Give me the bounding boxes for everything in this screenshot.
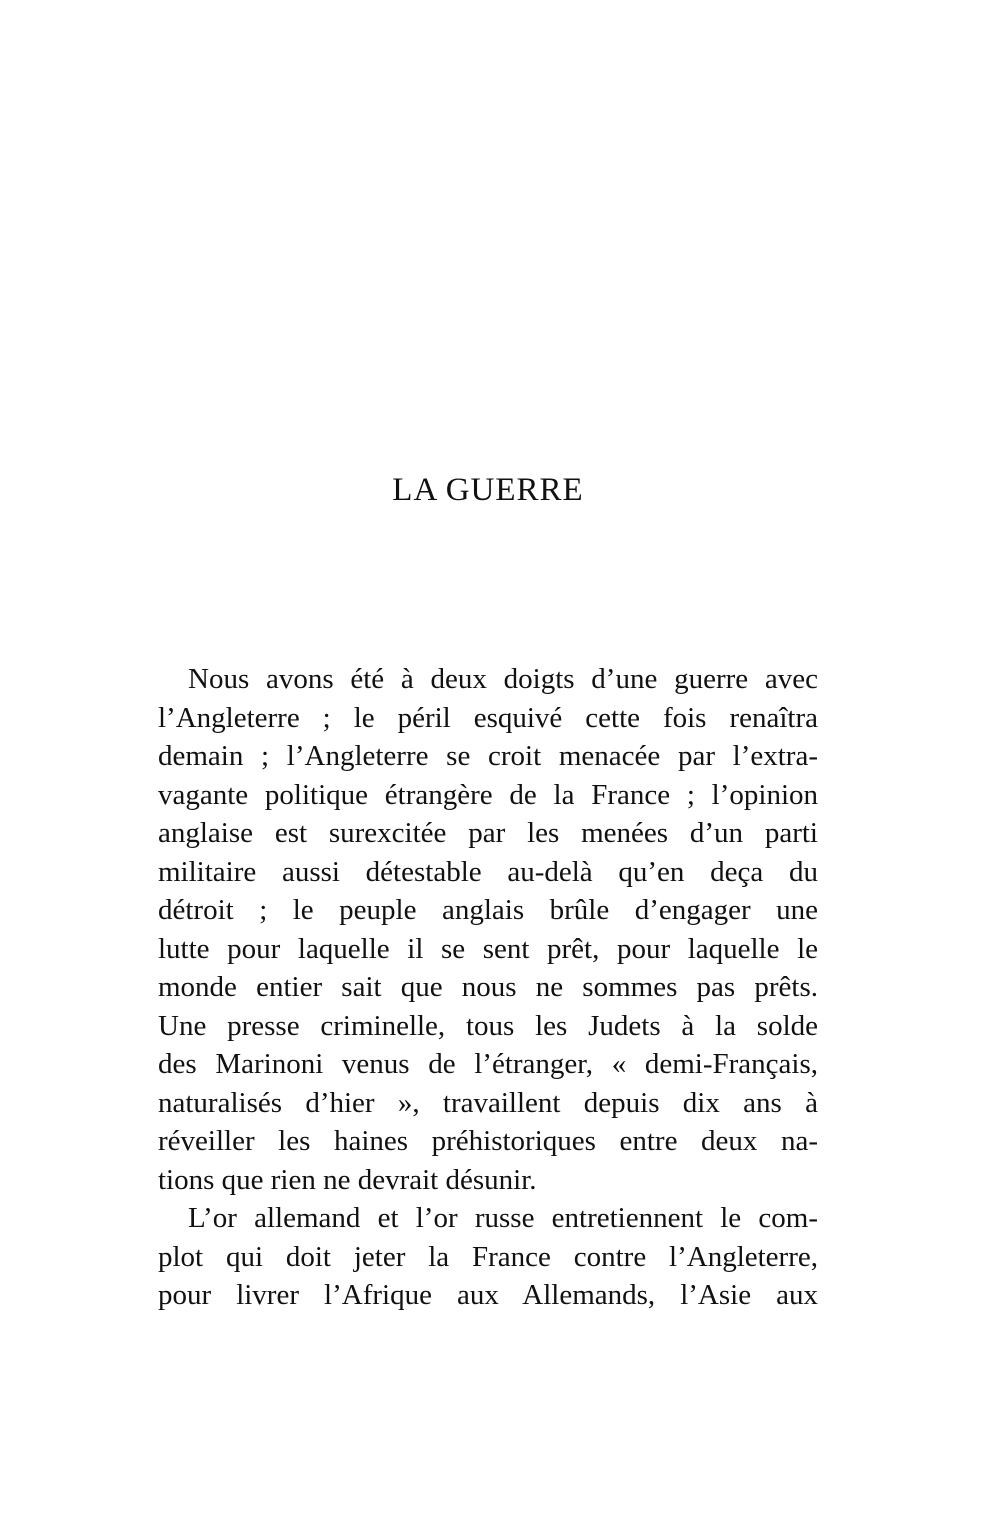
text-line: tions que rien ne devrait désunir.: [158, 1163, 537, 1196]
paragraph-1: [158, 660, 818, 1199]
text-line: Nous avons été à deux doigts d’une guerre avec: [188, 663, 818, 695]
text-line: monde entier sait que nous ne sommes pas prêts.: [158, 971, 818, 1003]
text-line: demain ; l’Angleterre se croit menacée par l’extra-: [158, 740, 818, 772]
text-line: militaire aussi détestable au-delà qu’en deça du: [158, 855, 818, 888]
text-line: plot qui doit jeter la France contre l’Angleterre,: [158, 1240, 818, 1273]
text-line: naturalisés d’hier », travaillent depuis dix ans à: [158, 1086, 818, 1119]
text-line: vagante politique étrangère de la France ; l’opinion: [158, 778, 818, 811]
text-line: réveiller les haines préhistoriques entre deux na-: [158, 1125, 818, 1157]
paragraph-2: [158, 1199, 818, 1315]
chapter-title: LA GUERRE: [392, 472, 584, 508]
text-line: des Marinoni venus de l’étranger, « demi-Français,: [158, 1048, 818, 1080]
text-line: anglaise est surexcitée par les menées d’un parti: [158, 817, 818, 849]
text-line: lutte pour laquelle il se sent prêt, pour laquelle le: [158, 932, 818, 965]
text-line: L’or allemand et l’or russe entretiennent le com-: [188, 1202, 818, 1234]
text-line: détroit ; le peuple anglais brûle d’engager une: [158, 894, 818, 926]
body-text: [158, 660, 818, 1315]
text-line: Une presse criminelle, tous les Judets à la solde: [158, 1009, 818, 1042]
text-line: l’Angleterre ; le péril esquivé cette fois renaîtra: [158, 701, 818, 734]
text-line: pour livrer l’Afrique aux Allemands, l’Asie aux: [158, 1279, 818, 1311]
